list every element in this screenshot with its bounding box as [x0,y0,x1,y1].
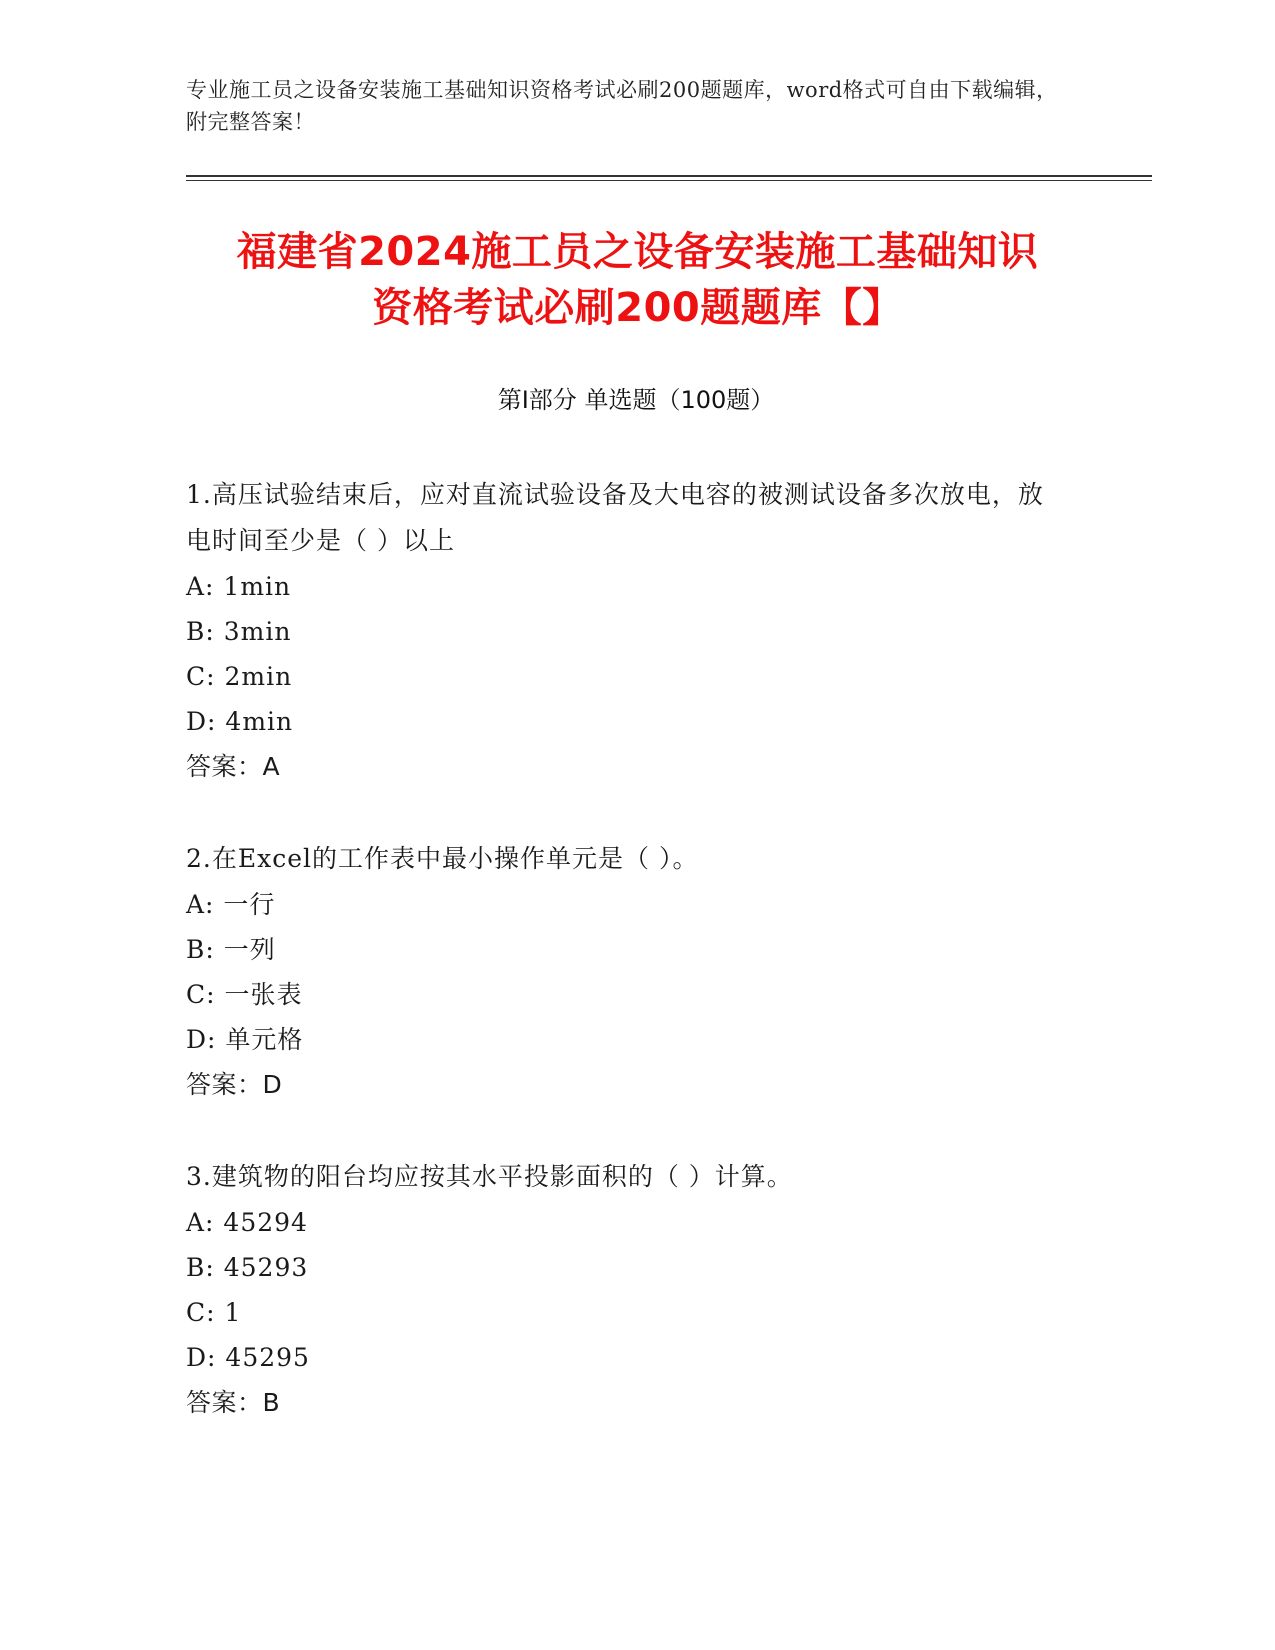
document-title-line-1: 福建省2024施工员之设备安装施工基础知识 [236,229,1039,275]
document-title-line-2: 资格考试必刷200题题库【】 [372,285,903,331]
question-stem: 1.高压试验结束后，应对直流试验设备及大电容的被测试设备多次放电，放电时间至少是（ ）以上 [186,480,1044,555]
question-stem: 3.建筑物的阳台均应按其水平投影面积的（ ）计算。 [186,1162,793,1191]
option-a: A: 1min [186,572,292,601]
option-d: D: 单元格 [186,1025,304,1054]
option-a: A: 45294 [186,1208,308,1237]
option-c: C: 1 [186,1298,242,1327]
question-stem: 2.在Excel的工作表中最小操作单元是（ ）。 [186,844,699,873]
option-d: D: 4min [186,707,294,736]
header-rule-thin [186,180,1152,181]
option-a: A: 一行 [186,890,276,919]
option-c: C: 2min [186,662,293,691]
answer: 答案：A [186,752,281,781]
answer: 答案：B [186,1388,281,1417]
option-b: B: 45293 [186,1253,309,1282]
option-b: B: 3min [186,617,292,646]
question-2 [186,836,1066,1108]
option-d: D: 45295 [186,1343,310,1372]
option-b: B: 一列 [186,935,276,964]
section-title: 第I部分 单选题（100题） [497,386,775,414]
document-title [150,224,1125,336]
header-note: 专业施工员之设备安装施工基础知识资格考试必刷200题题库，word格式可自由下载编辑，附完整答案！ [186,78,1058,134]
header-rule-thick [186,175,1152,177]
option-c: C: 一张表 [186,980,303,1009]
question-3 [186,1154,1066,1426]
answer: 答案：D [186,1070,283,1099]
question-1 [186,472,1066,790]
